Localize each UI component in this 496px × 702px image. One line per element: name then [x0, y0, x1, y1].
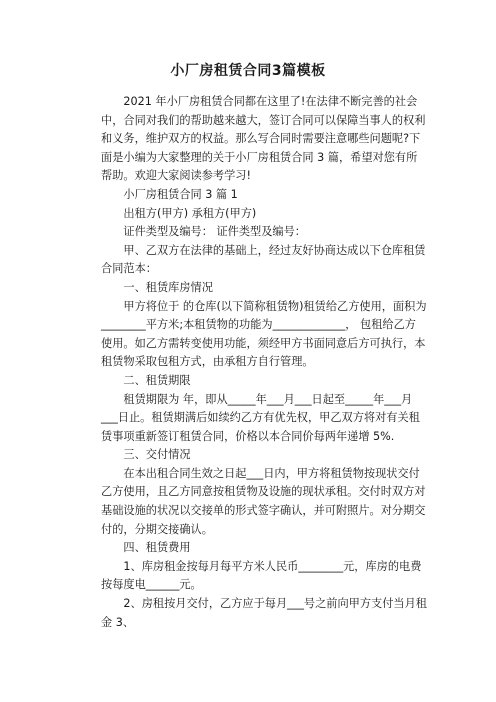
paragraph-delivery: 在本出租合同生效之日起___日内，甲方将租赁物按现状交付乙方使用，且乙方同意按租赁物及设施的现状承租。交付时双方对基础设施的状况以交接单的形式签字确认，并可附照片。对分期交付的，分期交接确认。: [101, 466, 426, 536]
paragraph-fee-1: 1、库房租金按每月每平方米人民币________元，库房的电费按每度电______元。: [101, 559, 422, 592]
heading-lease-fees: 四、租赁费用: [123, 541, 191, 555]
id-type-line: 证件类型及编号： 证件类型及编号：: [123, 225, 306, 239]
paragraph-fee-2: 2、房租按月交付，乙方应于每月___号之前向甲方支付当月租金 3、: [101, 597, 427, 629]
parties-line: 出租方(甲方) 承租方(甲方): [123, 206, 257, 220]
heading-delivery: 三、交付情况: [123, 448, 191, 462]
heading-lease-term: 二、租赁期限: [123, 373, 191, 387]
paragraph-lease-warehouse: 甲方将位于 的仓库(以下简称租赁物)租赁给乙方使用，面积为________平方米;本租赁物的功能为_____________， 包租给乙方使用。如乙方需转变使用功能，须经甲方书面同意后方可执行，本租赁物采取包租方式，由承租方自行管理。: [101, 299, 427, 369]
document-body: [101, 93, 427, 632]
preamble-paragraph: 甲、乙双方在法律的基础上，经过友好协商达成以下仓库租赁合同范本：: [101, 243, 426, 276]
paragraph-lease-term: 租赁期限为 年，即从_____年___月___日起至_____年___月___日止。租赁期满后如续约乙方有优先权，甲乙双方将对有关租赁事项重新签订租赁合同，价格以本合同价每两年递增 5%.: [101, 392, 420, 443]
intro-paragraph: 2021 年小厂房租赁合同都在这里了!在法律不断完善的社会中，合同对我们的帮助越来越大，签订合同可以保障当事人的权利和义务，维护双方的权益。那么写合同时需要注意哪些问题呢?下面是小编为大家整理的关于小厂房租赁合同 3 篇，希望对您有所帮助。欢迎大家阅读参考学习!: [101, 95, 426, 183]
section-heading-contract-1: 小厂房租赁合同 3 篇 1: [123, 187, 238, 201]
document-title: 小厂房租赁合同3篇模板: [170, 63, 326, 79]
heading-lease-warehouse: 一、租赁库房情况: [123, 280, 213, 294]
